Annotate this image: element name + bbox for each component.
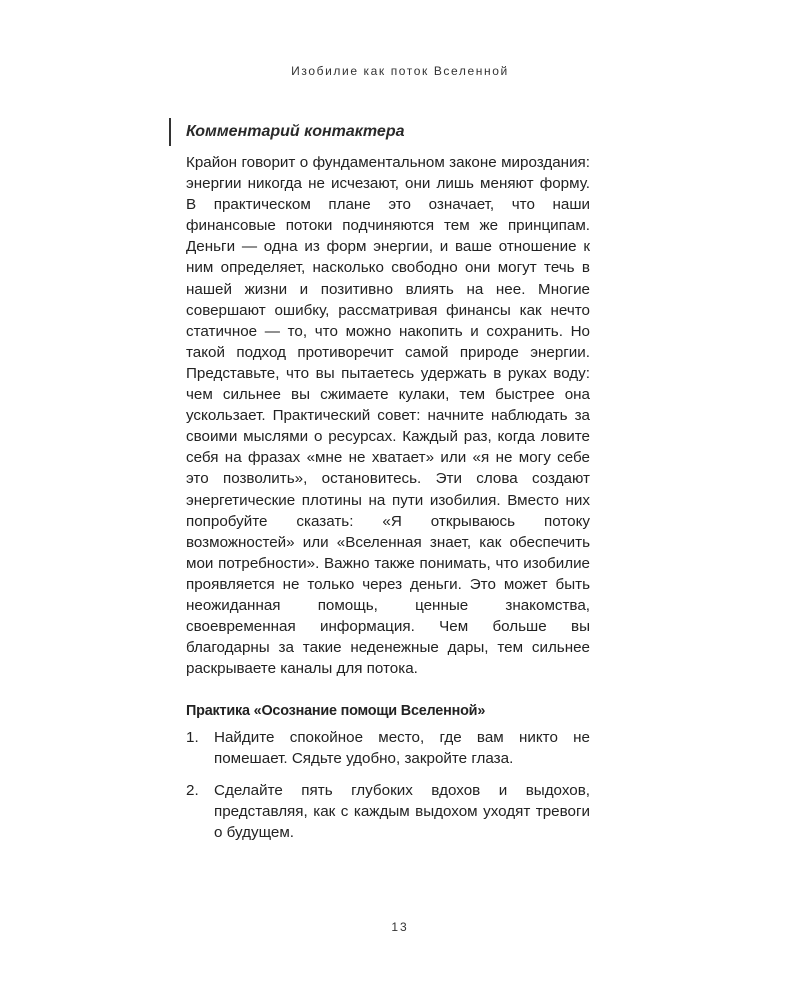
practice-step <box>186 780 590 843</box>
comment-title: Комментарий контактера <box>186 123 405 140</box>
practice-step <box>186 727 590 769</box>
step-text: Найдите спокойное место, где вам никто не помешает. Сядьте удобно, закройте глаза. <box>214 729 590 768</box>
practice-title: Практика «Осознание помощи Вселенной» <box>186 703 486 720</box>
page-number: 13 <box>391 920 409 934</box>
step-text: Сделайте пять глубоких вдохов и выдохов, представляя, как с каждым выдохом уходят тревоги о будущем. <box>214 781 590 841</box>
practice-steps-list <box>186 727 590 842</box>
step-number: 2. <box>186 781 199 799</box>
running-header: Изобилие как поток Вселенной <box>291 64 509 78</box>
page-content <box>186 118 590 853</box>
comment-marker-bar <box>169 118 171 146</box>
step-number: 1. <box>186 729 199 747</box>
comment-body-text: Крайон говорит о фундаментальном законе мироздания: энергии никогда не исчезают, они лишь меняют форму. В практическом плане это означает, что наши финансовые потоки подчиняются тем же принципам. Деньги — одна из форм энергии, и ваше отношение к ним определяет, насколько свободно они могут течь в нашей жизни и позитивно влиять на нее. Многие совершают ошибку, рассматривая финансы как нечто статичное — то, что можно накопить и сохранить. Но такой подход противоречит самой природе энергии. Представьте, что вы пытаетесь удержать в руках воду: чем сильнее вы сжимаете кулаки, тем быстрее она ускользает. Практический совет: начните наблюдать за своими мыслями о ресурсах. Каждый раз, когда ловите себя на фразах «мне не хватает» или «я не могу себе это позволить», остановитесь. Эти слова создают энергетические плотины на пути изобилия. Вместо них попробуйте сказать: «Я открываюсь потоку возможностей» или «Вселенная знает, как обеспечить мои потребности». Важно также понимать, что изобилие проявляется не только через деньги. Это может быть неожиданная помощь, ценные знакомства, своевременная информация. Чем больше вы благодарны за такие неденежные дары, тем сильнее раскрываете каналы для потока. <box>186 154 590 678</box>
